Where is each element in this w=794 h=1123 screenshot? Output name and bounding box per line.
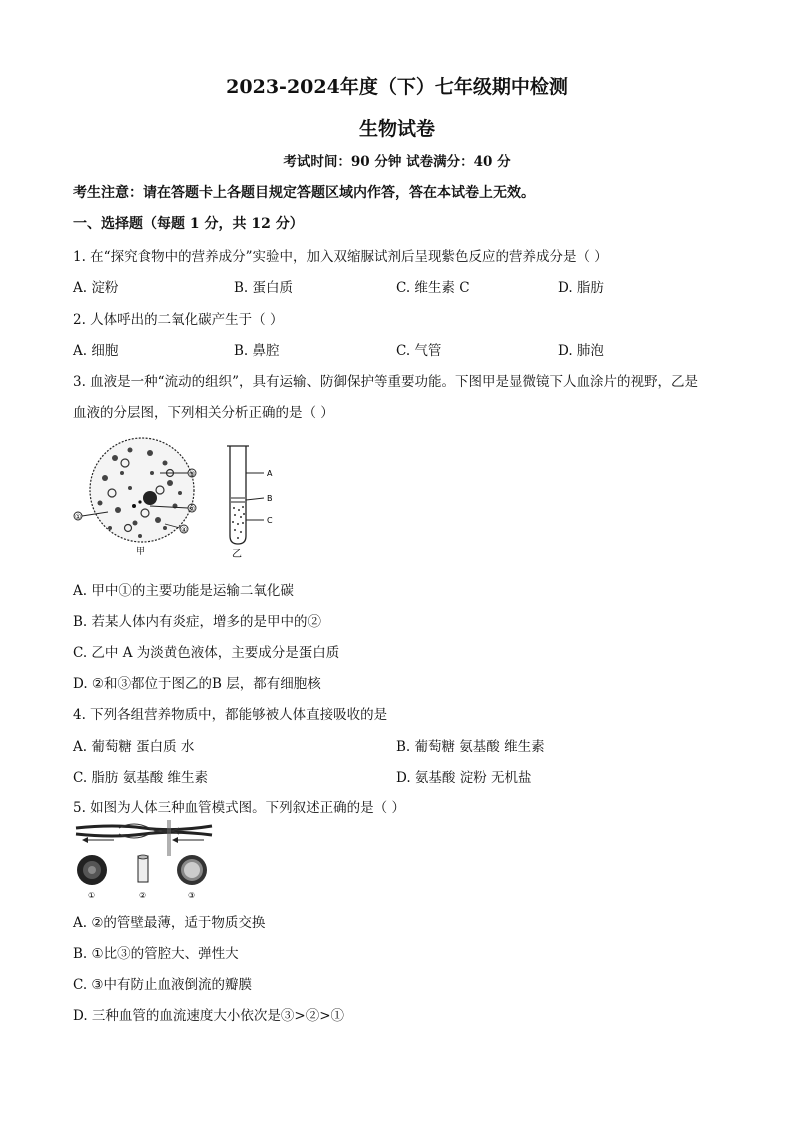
figure-label-jia: 甲: [136, 547, 146, 557]
page-subtitle: 生物试卷: [358, 118, 435, 140]
q1-option-d: D. 脂肪: [558, 280, 604, 296]
question-1-stem: 1. 在“探究食物中的营养成分”实验中，加入双缩脲试剂后呈现紫色反应的营养成分是（ ）: [73, 249, 608, 265]
section-heading: 一、选择题（每题 1 分，共 12 分）: [73, 216, 304, 232]
q5-option-d: D. 三种血管的血流速度大小依次是③>②>①: [73, 1008, 345, 1024]
question-4-stem: 4. 下列各组营养物质中，都能够被人体直接吸收的是: [73, 707, 388, 723]
exam-meta: 考试时间：90 分钟 试卷满分：40 分: [283, 154, 511, 170]
test-tube-diagram: [227, 446, 264, 544]
exam-notice: 考生注意：请在答题卡上各题目规定答题区域内作答，答在本试卷上无效。: [73, 185, 535, 201]
q3-option-b: B. 若某人体内有炎症，增多的是甲中的②: [73, 614, 322, 630]
q3-option-a: A. 甲中①的主要功能是运输二氧化碳: [73, 583, 294, 599]
q4-option-d: D. 氨基酸 淀粉 无机盐: [396, 770, 532, 786]
page-title: 2023-2024年度（下）七年级期中检测: [226, 76, 568, 98]
blood-figure: [70, 428, 310, 560]
smear-label-2: ②: [189, 505, 196, 513]
question-3-stem-line2: 血液的分层图，下列相关分析正确的是（ ）: [73, 405, 334, 421]
figure-label-yi: 乙: [232, 549, 242, 560]
q1-option-c: C. 维生素 C: [396, 280, 470, 296]
question-5-stem: 5. 如图为人体三种血管模式图。下列叙述正确的是（ ）: [73, 800, 405, 816]
vessel-sections: [77, 855, 207, 885]
smear-label-1: ①: [75, 513, 82, 521]
q3-option-d: D. ②和③都位于图乙的B 层，都有细胞核: [73, 676, 321, 692]
q2-option-c: C. 气管: [396, 343, 442, 359]
tube-label-a: A: [267, 469, 273, 478]
q2-option-b: B. 鼻腔: [234, 343, 280, 359]
smear-label-3: ③: [189, 470, 196, 478]
q4-option-a: A. 葡萄糖 蛋白质 水: [73, 739, 195, 755]
tube-label-c: C: [267, 516, 273, 525]
blood-vessel-figure: [74, 820, 214, 902]
vessel-label-3: ③: [188, 891, 196, 900]
q2-option-d: D. 肺泡: [558, 343, 604, 359]
q5-option-c: C. ③中有防止血液倒流的瓣膜: [73, 977, 253, 993]
tube-label-b: B: [267, 494, 273, 503]
q1-option-b: B. 蛋白质: [234, 280, 294, 296]
smear-label-4: ④: [181, 526, 188, 534]
question-3-stem-line1: 3. 血液是一种“流动的组织”，具有运输、防御保护等重要功能。下图甲是显微镜下人血涂片的视野，乙是: [73, 374, 698, 390]
vessel-label-2: ②: [139, 891, 147, 900]
q5-option-b: B. ①比③的管腔大、弹性大: [73, 946, 239, 962]
q5-option-a: A. ②的管壁最薄，适于物质交换: [73, 915, 266, 931]
q4-option-b: B. 葡萄糖 氨基酸 维生素: [396, 739, 545, 755]
q4-option-c: C. 脂肪 氨基酸 维生素: [73, 770, 209, 786]
q3-option-c: C. 乙中 A 为淡黄色液体，主要成分是蛋白质: [73, 645, 340, 661]
blood-smear-diagram: [74, 438, 196, 542]
vessel-network-diagram: [76, 820, 212, 856]
question-2-stem: 2. 人体呼出的二氧化碳产生于（ ）: [73, 312, 284, 328]
vessel-label-1: ①: [88, 891, 96, 900]
q2-option-a: A. 细胞: [73, 343, 119, 359]
q1-option-a: A. 淀粉: [73, 280, 119, 296]
